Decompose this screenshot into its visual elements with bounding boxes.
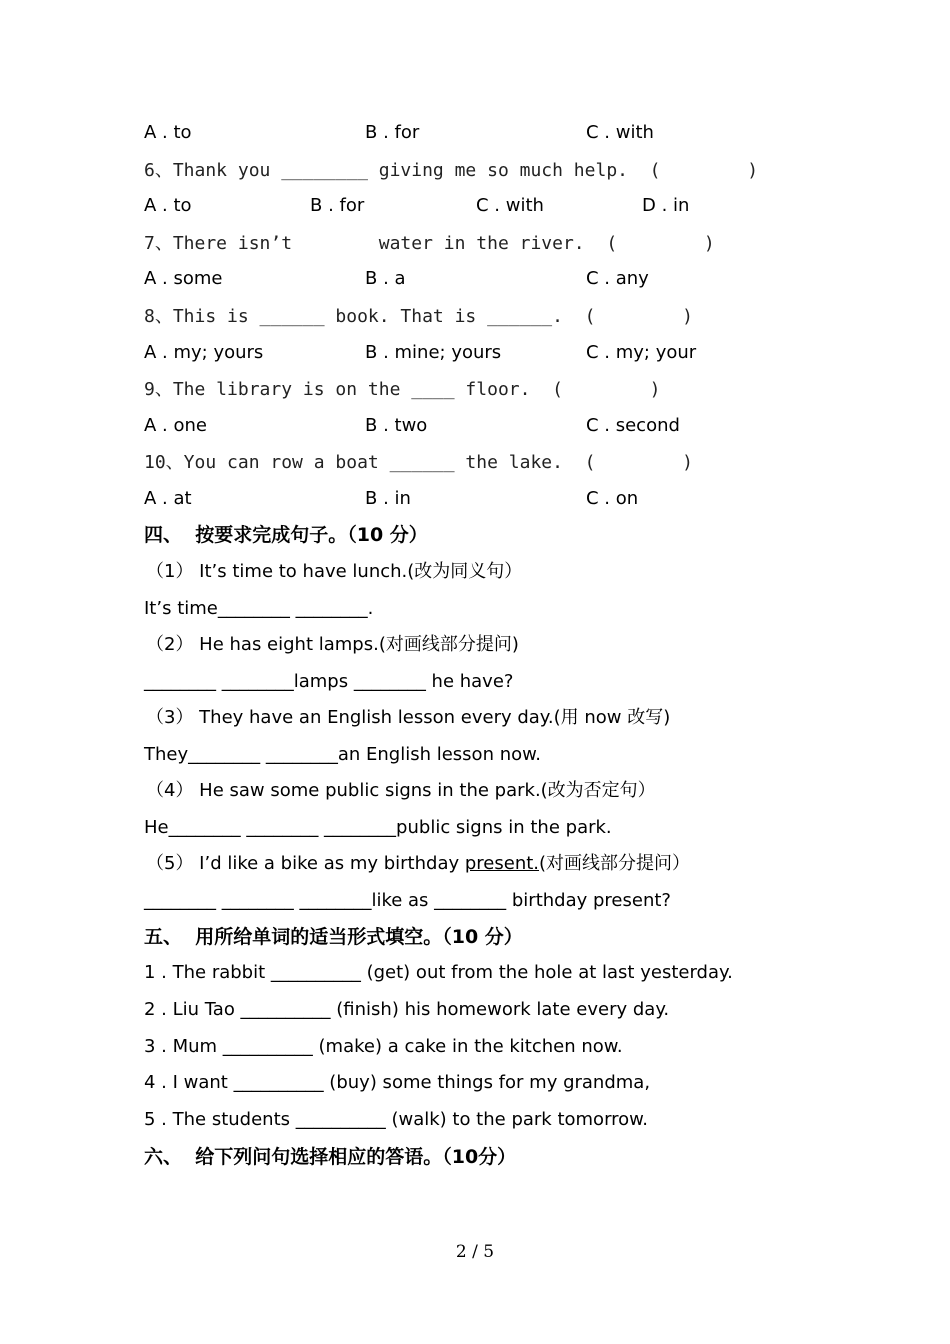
- q6-option-a: A . to: [144, 195, 192, 216]
- question-6: 6、Thank you ________ giving me so much help. ( ): [144, 160, 759, 181]
- s4-item-5-underlined-word: present.: [464, 853, 540, 874]
- q10-option-c: C . on: [586, 488, 639, 509]
- s4-item-5-prompt-before: （5） I’d like a bike as my birthday: [146, 853, 465, 874]
- section-5-heading: 五、 用所给单词的适当形式填空。（10 分）: [144, 926, 523, 948]
- question-9: 9、The library is on the ____ floor. ( ): [144, 379, 661, 400]
- q7-option-c: C . any: [586, 268, 649, 289]
- s4-item-1-answer: It’s time________ ________.: [144, 598, 374, 619]
- q6-option-c: C . with: [476, 195, 544, 216]
- q9-option-c: C . second: [586, 415, 680, 436]
- s4-item-2-prompt: （2） He has eight lamps.(对画线部分提问): [146, 634, 519, 655]
- s4-item-5-answer: ________ ________ ________like as ________ birthday present?: [144, 890, 671, 911]
- q6-option-b: B . for: [310, 195, 365, 216]
- s4-item-2-answer: ________ ________lamps ________ he have?: [144, 671, 514, 692]
- s4-item-5-prompt-after: (对画线部分提问）: [539, 853, 691, 874]
- q5-option-c: C . with: [586, 122, 654, 143]
- s4-item-3-answer: They________ ________an English lesson now.: [144, 744, 541, 765]
- s5-item-4: 4 . I want __________ (buy) some things for my grandma,: [144, 1072, 651, 1093]
- q9-option-a: A . one: [144, 415, 207, 436]
- s4-item-5-prompt: [146, 852, 690, 876]
- q7-option-b: B . a: [365, 268, 406, 289]
- q5-option-a: A . to: [144, 122, 192, 143]
- section-6-heading: 六、 给下列问句选择相应的答语。（10分）: [144, 1146, 517, 1168]
- s4-item-4-prompt: （4） He saw some public signs in the park.(改为否定句）: [146, 780, 656, 801]
- section-4-heading: 四、 按要求完成句子。（10 分）: [144, 524, 428, 546]
- q6-option-d: D . in: [642, 195, 690, 216]
- s5-item-2: 2 . Liu Tao __________ (finish) his homework late every day.: [144, 999, 670, 1020]
- s4-item-3-prompt: （3） They have an English lesson every day.(用 now 改写): [146, 707, 671, 728]
- q7-option-a: A . some: [144, 268, 223, 289]
- s5-item-3: 3 . Mum __________ (make) a cake in the kitchen now.: [144, 1036, 623, 1057]
- q8-option-b: B . mine; yours: [365, 342, 502, 363]
- s4-item-4-answer: He________ ________ ________public signs in the park.: [144, 817, 612, 838]
- q10-option-a: A . at: [144, 488, 192, 509]
- s4-item-1-prompt: （1） It’s time to have lunch.(改为同义句）: [146, 561, 523, 582]
- q9-option-b: B . two: [365, 415, 428, 436]
- s5-item-1: 1 . The rabbit __________ (get) out from the hole at last yesterday.: [144, 962, 733, 983]
- question-10: 10、You can row a boat ______ the lake. ( ): [144, 452, 694, 473]
- page-number: 2 / 5: [455, 1242, 495, 1262]
- s5-item-5: 5 . The students __________ (walk) to the park tomorrow.: [144, 1109, 648, 1130]
- question-8: 8、This is ______ book. That is ______. ( ): [144, 306, 694, 327]
- q5-option-b: B . for: [365, 122, 420, 143]
- q8-option-c: C . my; your: [586, 342, 697, 363]
- question-7: 7、There isn’t water in the river. ( ): [144, 233, 715, 254]
- q10-option-b: B . in: [365, 488, 411, 509]
- q8-option-a: A . my; yours: [144, 342, 264, 363]
